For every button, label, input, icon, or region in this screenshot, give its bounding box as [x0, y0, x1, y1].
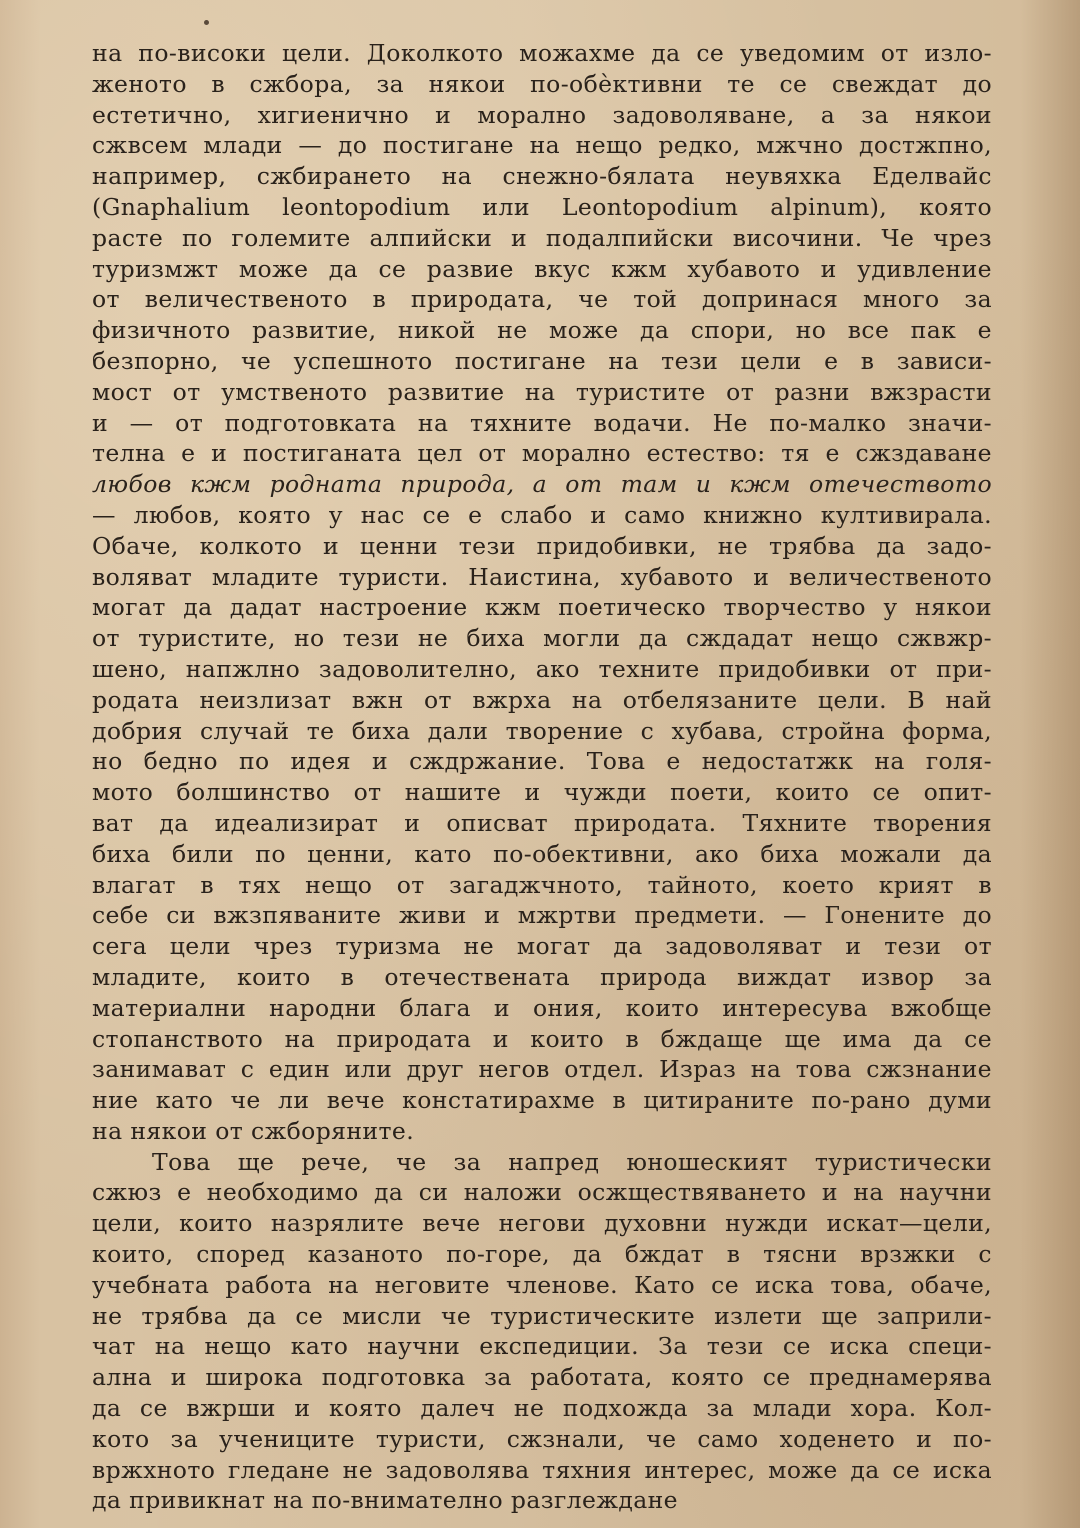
paragraph-1-line: сжвсем млади — до постигане на нещо редко, мжчно достжпно, — [92, 131, 992, 160]
paragraph-1-line: влагат в тях нещо от загаджчното, тайното, което крият в — [92, 870, 992, 899]
paragraph-2-line: да се вжрши и която далеч не подхожда за млади хора. Кол- — [92, 1394, 992, 1423]
paragraph-1-line: мото болшинство от нашите и чужди поети, които се опит- — [92, 778, 992, 807]
page-text — [92, 38, 992, 1516]
paragraph-1-line: от туристите, но тези не биха могли да сждадат нещо сжвжр- — [92, 624, 992, 653]
paragraph-2-line: Това ще рече, че за напред юношеският туристически — [152, 1147, 992, 1176]
paragraph-1-line: сега цели чрез туризма не могат да задоволяват и тези от — [92, 932, 992, 961]
paragraph-1-line: родата неизлизат вжн от вжрха на отбелязаните цели. В най — [92, 685, 992, 714]
paragraph-1-line: безпорно, че успешното постигане на тези цели е в зависи- — [92, 346, 992, 375]
paragraph-1-line: естетично, хигиенично и морално задоволяване, а за някои — [92, 100, 992, 129]
paragraph-2-line: сжюз е необходимо да си наложи осжществяването и на научни — [92, 1178, 992, 1207]
paragraph-2-line: цели, които назрялите вече негови духовни нужди искат—цели, — [92, 1209, 992, 1238]
paragraph-1-line: от величественото в природата, че той допринася много за — [92, 285, 992, 314]
paragraph-1-line: младите, които в отечествената природа виждат извор за — [92, 962, 992, 991]
paragraph-1-line: телна е и постиганата цел от морално естество: тя е сжздаване — [92, 439, 992, 468]
paragraph-1-line: женото в сжбора, за някои по-обѐктивни те се свеждат до — [92, 69, 992, 98]
paragraph-2-line: чат на нещо като научни експедиции. За тези се иска специ- — [92, 1332, 992, 1361]
paragraph-1-line: шено, напжлно задоволително, ако техните придобивки от при- — [92, 654, 992, 683]
paragraph-1-line: туризмжт може да се развие вкус кжм хубавото и удивление — [92, 254, 992, 283]
paragraph-1-line: воляват младите туристи. Наистина, хубавото и величественото — [92, 562, 992, 591]
paragraph-2-line: вржхното гледане не задоволява тяхния интерес, може да се иска — [92, 1455, 992, 1484]
paragraph-1-line: мост от умственото развитие на туристите от разни вжзрасти — [92, 377, 992, 406]
paragraph-1-line: но бедно по идея и сждржание. Това е недостатжк на голя- — [92, 747, 992, 776]
paragraph-1-line: на по-високи цели. Доколкото можахме да се уведомим от изло- — [92, 39, 992, 67]
paragraph-2-line: кото за учениците туристи, сжзнали, че само ходенето и по- — [92, 1424, 992, 1453]
paragraph-1-line: — любов, която у нас се е слабо и само книжно култивирала. — [92, 500, 992, 529]
paragraph-1-line: физичното развитие, никой не може да спори, но все пак е — [92, 316, 992, 345]
paragraph-1-line: и — от подготовката на тяхните водачи. Не по-малко значи- — [92, 408, 992, 437]
paragraph-1-line: стопанството на природата и които в бждаще ще има да се — [92, 1024, 992, 1053]
ink-speck — [204, 20, 209, 25]
paragraph-1-line: Обаче, колкото и ценни тези придобивки, не трябва да задо- — [92, 531, 992, 560]
paragraph-1-line: биха били по ценни, като по-обективни, ако биха можали да — [92, 839, 992, 868]
paragraph-1-line: могат да дадат настроение кжм поетическо творчество у някои — [92, 593, 992, 622]
paragraph-1-line: ние като че ли вече констатирахме в цитираните по-рано думи — [92, 1086, 992, 1115]
paragraph-2-line: учебната работа на неговите членове. Като се иска това, обаче, — [92, 1270, 992, 1299]
paragraph-2-line: не трябва да се мисли че туристическите излети ще заприли- — [92, 1301, 992, 1330]
paragraph-1-line: например, сжбирането на снежно-бялата неувяхка Еделвайс — [92, 162, 992, 191]
paragraph-1-line: на някои от сжборяните. — [92, 1116, 415, 1145]
paragraph-2-line: да привикнат на по-внимателно разглеждане — [92, 1486, 678, 1515]
paragraph-2-line: които, според казаното по-горе, да бждат в тясни врзжки с — [92, 1240, 992, 1269]
paragraph-1-line: ват да идеализират и описват природата. Тяхните творения — [92, 808, 992, 837]
paragraph-1-line: себе си вжзпяваните живи и мжртви предмети. — Гонените до — [92, 901, 992, 930]
paragraph-1-line: материални народни блага и ония, които интересува вжобще — [92, 993, 992, 1022]
paragraph-1-line: добрия случай те биха дали творение с хубава, стройна форма, — [92, 716, 992, 745]
paragraph-1-line: занимават с един или друг негов отдел. Израз на това сжзнание — [92, 1055, 992, 1084]
paragraph-2-line: ална и широка подготовка за работата, която се преднамерява — [92, 1363, 992, 1392]
paragraph-1-line: (Gnaphalium leontopodium или Leontopodium alpinum), която — [92, 192, 992, 221]
paragraph-1-line: расте по големите алпийски и подалпийски височини. Че чрез — [92, 223, 992, 252]
paragraph-1-line: любов кжм родната природа, а от там и кжм отечеството — [92, 470, 992, 499]
